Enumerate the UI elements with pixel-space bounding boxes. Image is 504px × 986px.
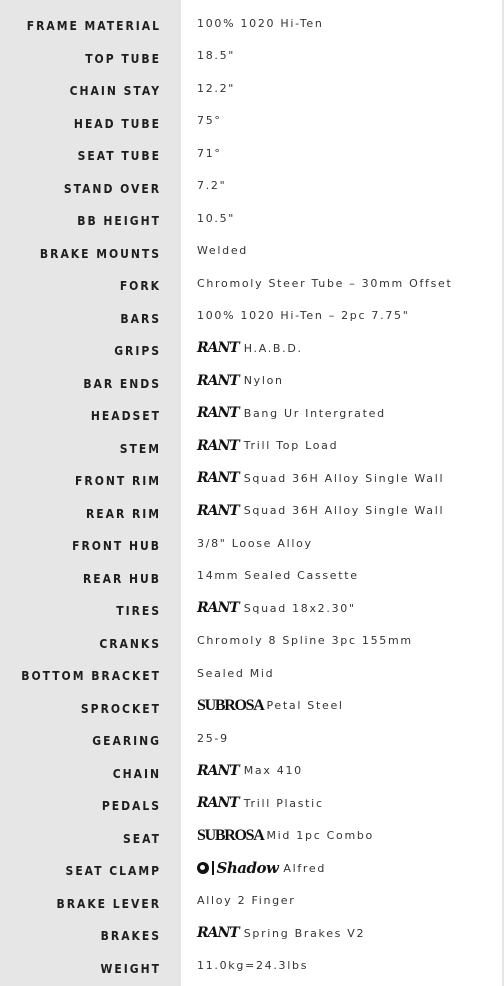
rant-logo: RANT — [197, 502, 239, 519]
spec-value-text: H.A.B.D. — [243, 341, 303, 355]
spec-row — [0, 238, 504, 271]
spec-row — [0, 628, 504, 661]
spec-value — [197, 303, 409, 329]
spec-row — [0, 530, 504, 563]
spec-value — [197, 888, 296, 914]
spec-label: REAR RIM — [85, 506, 161, 521]
spec-label: FRAME MATERIAL — [26, 19, 162, 34]
spec-value-text: 7.2" — [197, 179, 227, 192]
spec-row — [0, 75, 504, 108]
spec-label: CRANKS — [99, 636, 161, 651]
rant-logo: RANT — [197, 372, 239, 389]
spec-value-text: Nylon — [243, 374, 284, 387]
spec-value — [197, 43, 235, 69]
spec-value-text: Squad 18x2.30" — [243, 601, 356, 615]
spec-row — [0, 400, 504, 433]
shadow-logo — [197, 858, 279, 877]
spec-value-text: 25-9 — [197, 731, 229, 745]
spec-label: PEDALS — [101, 799, 161, 814]
spec-value — [197, 400, 386, 426]
spec-value-text: Chromoly 8 Spline 3pc 155mm — [197, 634, 413, 647]
spec-row — [0, 205, 504, 238]
subrosa-logo: SUBROSA — [197, 826, 264, 844]
spec-row — [0, 498, 504, 531]
spec-row — [0, 108, 504, 141]
subrosa-logo: SUBROSA — [197, 696, 264, 714]
spec-row — [0, 595, 504, 628]
spec-value — [197, 693, 344, 719]
spec-row — [0, 693, 504, 726]
spec-label: TOP TUBE — [85, 51, 161, 66]
spec-value-text: 12.2" — [197, 81, 236, 95]
rant-logo: RANT — [197, 405, 239, 421]
spec-row — [0, 270, 504, 303]
spec-value — [197, 75, 235, 101]
spec-row — [0, 758, 504, 791]
spec-label: SEAT — [123, 831, 161, 846]
spec-label: GRIPS — [114, 344, 161, 359]
spec-table — [0, 10, 504, 985]
spec-row — [0, 953, 504, 986]
spec-value-text: Petal Steel — [266, 699, 344, 712]
rant-logo: RANT — [197, 470, 239, 486]
spec-label: FRONT RIM — [75, 474, 161, 489]
spec-label: SEAT TUBE — [77, 149, 161, 164]
spec-value — [197, 205, 235, 231]
spec-row — [0, 790, 504, 823]
spec-label: CHAIN — [112, 766, 161, 781]
spec-value-text: Max 410 — [243, 764, 303, 777]
rant-logo: RANT — [197, 762, 239, 779]
spec-value — [197, 953, 308, 979]
spec-value-text: 100% 1020 Hi-Ten – 2pc 7.75" — [197, 309, 410, 322]
spec-label: BAR ENDS — [83, 376, 161, 391]
rant-logo: RANT — [197, 795, 239, 811]
spec-value-text: Sealed Mid — [197, 666, 275, 680]
spec-value — [197, 725, 229, 751]
spec-value — [197, 433, 338, 459]
spec-value-text: Welded — [197, 244, 248, 257]
spec-label: STAND OVER — [63, 181, 162, 196]
spec-label: BARS — [120, 311, 161, 326]
spec-value — [197, 628, 413, 654]
spec-value — [197, 790, 324, 816]
spec-value-text: 11.0kg=24.3lbs — [197, 959, 309, 972]
spec-row — [0, 368, 504, 401]
spec-row — [0, 303, 504, 336]
spec-row — [0, 660, 504, 693]
spec-label: FORK — [119, 279, 161, 294]
spec-label: SEAT CLAMP — [65, 864, 161, 879]
spec-row — [0, 335, 504, 368]
spec-value — [197, 920, 365, 946]
spec-value-text: 10.5" — [197, 211, 236, 225]
spec-value — [197, 140, 222, 166]
spec-value-text: Bang Ur Intergrated — [243, 406, 386, 420]
spec-label: HEAD TUBE — [73, 116, 161, 131]
spec-label: HEADSET — [90, 409, 161, 424]
spec-row — [0, 10, 504, 43]
spec-value — [197, 238, 248, 264]
spec-value-text: 3/8" Loose Alloy — [197, 536, 313, 550]
spec-value — [197, 855, 326, 881]
spec-label: FRONT HUB — [72, 539, 161, 554]
spec-label: BB HEIGHT — [77, 214, 161, 229]
spec-row — [0, 725, 504, 758]
spec-value — [197, 368, 284, 394]
spec-value-text: 100% 1020 Hi-Ten — [197, 16, 324, 30]
spec-value-text: 71° — [197, 146, 222, 160]
spec-row — [0, 433, 504, 466]
spec-label: BRAKES — [100, 929, 161, 944]
spec-row — [0, 563, 504, 596]
spec-label: CHAIN STAY — [69, 84, 161, 99]
spec-value — [197, 595, 356, 621]
spec-value — [197, 563, 359, 589]
spec-row — [0, 855, 504, 888]
spec-row — [0, 173, 504, 206]
spec-value-text: Spring Brakes V2 — [243, 926, 366, 940]
spec-value-text: 18.5" — [197, 49, 236, 62]
spec-value-text: Mid 1pc Combo — [266, 829, 374, 842]
spec-row — [0, 888, 504, 921]
spec-label: BRAKE MOUNTS — [39, 246, 161, 261]
spec-value — [197, 660, 274, 686]
spec-label: TIRES — [116, 604, 161, 619]
spec-value — [197, 465, 444, 491]
spec-value — [197, 270, 453, 296]
divider — [212, 861, 214, 875]
spec-label: BRAKE LEVER — [56, 896, 162, 911]
spec-value — [197, 173, 226, 199]
spec-row — [0, 140, 504, 173]
rant-logo: RANT — [197, 925, 239, 941]
spec-value-text: Alfred — [283, 861, 327, 875]
spec-value-text: Squad 36H Alloy Single Wall — [243, 471, 445, 485]
spec-value — [197, 108, 222, 134]
spec-label: WEIGHT — [100, 961, 161, 976]
spec-value — [197, 530, 313, 556]
spec-label: STEM — [119, 441, 161, 456]
rant-logo: RANT — [197, 340, 239, 356]
spec-label: REAR HUB — [82, 571, 161, 586]
spec-value — [197, 10, 324, 36]
spec-label: GEARING — [92, 734, 161, 749]
shadow-wordmark: Shadow — [216, 858, 279, 877]
spec-value-text: 14mm Sealed Cassette — [197, 569, 359, 582]
spec-value-text: Trill Plastic — [243, 796, 324, 810]
rant-logo: RANT — [197, 600, 239, 616]
spec-value — [197, 498, 444, 524]
spec-value — [197, 823, 374, 849]
spec-value-text: Alloy 2 Finger — [197, 894, 296, 907]
spec-row — [0, 920, 504, 953]
spec-label: SPROCKET — [80, 701, 161, 716]
spec-value-text: Chromoly Steer Tube – 30mm Offset — [197, 276, 453, 290]
spec-row — [0, 43, 504, 76]
spec-label: BOTTOM BRACKET — [21, 669, 161, 684]
shadow-emblem-icon — [197, 862, 209, 874]
spec-value-text: Squad 36H Alloy Single Wall — [243, 504, 445, 517]
spec-value — [197, 758, 303, 784]
spec-value-text: 75° — [197, 114, 222, 127]
spec-row — [0, 823, 504, 856]
spec-value — [197, 335, 303, 361]
spec-row — [0, 465, 504, 498]
spec-value-text: Trill Top Load — [243, 439, 339, 452]
rant-logo: RANT — [197, 437, 239, 454]
